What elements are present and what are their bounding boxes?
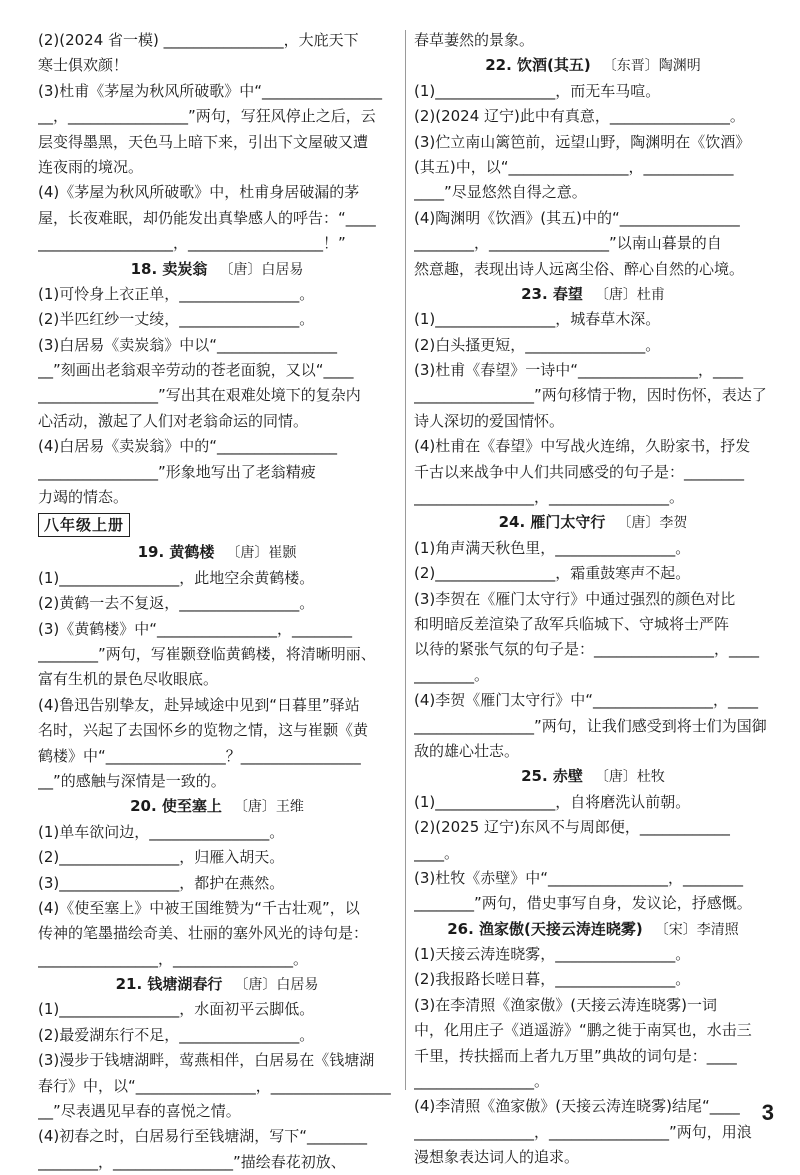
right-column xyxy=(414,28,772,1171)
poem-title-name: 21. 钱塘湖春行 xyxy=(115,975,223,994)
text-line: ________”两句，借史事写自身，发议论，抒感慨。 xyxy=(414,894,752,913)
text-line: ________”两句，写崔颢登临黄鹤楼，将清晰明丽、 xyxy=(38,644,376,663)
text-line: (4)李贺《雁门太守行》中“________________，____ xyxy=(414,691,759,710)
text-line: 心活动，激起了人们对老翁命运的同情。 xyxy=(38,411,309,430)
text-line: 和明暗反差渲染了敌军兵临城下、守城将士严阵 xyxy=(414,614,730,633)
poem-title-name: 20. 使至塞上 xyxy=(130,797,222,816)
text-line: (1)可怜身上衣正单，________________。 xyxy=(38,284,315,303)
poem-author: 〔唐〕崔颢 xyxy=(226,545,297,562)
text-line: 诗人深切的爱国情怀。 xyxy=(414,411,565,430)
poem-title xyxy=(414,917,772,942)
text-line: (3)伫立南山篱笆前，远望山野，陶渊明在《饮酒》 xyxy=(414,132,751,151)
text-line: (2)(2025 辽宁)东风不与周郎便，____________ xyxy=(414,818,730,837)
text-line: 以待的紧张气氛的句子是：________________，____ xyxy=(414,640,760,659)
poem-author: 〔唐〕杜甫 xyxy=(594,286,665,303)
text-line: ________________”两句移情于物，因时伤怀，表达了 xyxy=(414,386,767,405)
poem-title-name: 18. 卖炭翁 xyxy=(130,259,208,278)
text-line: (4)李清照《渔家傲》(天接云涛连晓雾)结尾“____ xyxy=(414,1097,740,1116)
text-line: 漫想象表达词人的追求。 xyxy=(414,1148,580,1167)
text-line: (3)《黄鹤楼》中“________________，________ xyxy=(38,619,353,638)
text-line: (3)杜甫《春望》一诗中“________________，____ xyxy=(414,361,744,380)
text-line: (3)杜牧《赤壁》中“________________，________ xyxy=(414,868,744,887)
poem-title xyxy=(414,53,772,78)
column-divider xyxy=(405,30,406,1090)
poem-author: 〔东晋〕陶渊明 xyxy=(602,58,701,75)
text-line: ________，________________”描绘春花初放、 xyxy=(38,1152,346,1171)
text-line: (其五)中，以“________________，____________ xyxy=(414,157,734,176)
left-column xyxy=(38,28,396,1175)
text-line: 层变得墨黑，天色马上暗下来，引出下文屋破又遭 xyxy=(38,132,369,151)
text-line: (1)单车欲问边，________________。 xyxy=(38,822,285,841)
text-line: __________________，__________________！” xyxy=(38,234,346,253)
poem-title xyxy=(38,972,396,997)
text-line: ________________，________________。 xyxy=(38,949,309,968)
text-line: (3)在李清照《渔家傲》(天接云涛连晓雾)一词 xyxy=(414,995,717,1014)
text-line: ________________，________________。 xyxy=(414,488,685,507)
text-line: __”刻画出老翁艰辛劳动的苍老面貌，又以“____ xyxy=(38,361,354,380)
text-line: 寒士俱欢颜！ xyxy=(38,56,129,75)
text-line: (2)最爱湖东行不足，________________。 xyxy=(38,1025,315,1044)
poem-author: 〔唐〕白居易 xyxy=(219,261,304,278)
text-line: (3)________________，都护在燕然。 xyxy=(38,873,285,892)
text-line: 富有生机的景色尽收眼底。 xyxy=(38,670,219,689)
text-line: (2)白头搔更短，________________。 xyxy=(414,335,661,354)
poem-title-name: 24. 雁门太守行 xyxy=(498,513,606,532)
poem-title-name: 26. 渔家傲(天接云涛连晓雾) xyxy=(447,919,643,938)
poem-title-name: 22. 饮酒(其五) xyxy=(485,56,591,75)
text-line: (1)________________，城春草木深。 xyxy=(414,310,661,329)
text-line: __”的感触与深情是一致的。 xyxy=(38,771,226,790)
text-line: __”尽表遇见早春的喜悦之情。 xyxy=(38,1102,241,1121)
section-tag-wrap xyxy=(38,510,396,540)
text-line: 中，化用庄子《逍遥游》“鹏之徙于南冥也，水击三 xyxy=(414,1021,752,1040)
poem-title xyxy=(38,794,396,819)
poem-title-name: 23. 春望 xyxy=(521,284,583,303)
text-line: 然意趣，表现出诗人远离尘俗、醉心自然的心境。 xyxy=(414,259,745,278)
poem-author: 〔唐〕杜牧 xyxy=(594,769,665,786)
page-number: 3 xyxy=(761,1100,774,1125)
text-line: 千古以来战争中人们共同感受的句子是：________ xyxy=(414,462,745,481)
text-line: (2)半匹红纱一丈绫，________________。 xyxy=(38,310,315,329)
poem-author: 〔唐〕白居易 xyxy=(234,977,319,994)
text-line: (3)杜甫《茅屋为秋风所破歌》中“________________ xyxy=(38,81,383,100)
text-line: (4)鲁迅告别挚友，赴异域途中见到“日暮里”驿站 xyxy=(38,695,360,714)
text-line: 传神的笔墨描绘奇美、壮丽的塞外风光的诗句是： xyxy=(38,924,369,943)
poem-title xyxy=(38,540,396,565)
text-line: (2)黄鹤一去不复返，________________。 xyxy=(38,594,315,613)
text-line: (4)《茅屋为秋风所破歌》中，杜甫身居破漏的茅 xyxy=(38,183,360,202)
text-line: (4)陶渊明《饮酒》(其五)中的“________________ xyxy=(414,208,740,227)
text-line: __，________________”两句，写狂风停止之后，云 xyxy=(38,107,376,126)
text-line: 名时，兴起了去国怀乡的览物之情，这与崔颢《黄 xyxy=(38,721,369,740)
text-line: ____”尽显悠然自得之意。 xyxy=(414,183,587,202)
text-line: ________________，________________”两句，用浪 xyxy=(414,1122,752,1141)
poem-title xyxy=(38,257,396,282)
text-line: 连夜雨的境况。 xyxy=(38,157,144,176)
text-line: 千里，抟扶摇而上者九万里”典故的词句是：____ xyxy=(414,1046,737,1065)
poem-author: 〔唐〕李贺 xyxy=(617,515,688,532)
text-line: (1)________________，而无车马喧。 xyxy=(414,81,661,100)
text-line: (1)角声满天秋色里，________________。 xyxy=(414,538,691,557)
text-line: (1)________________，此地空余黄鹤楼。 xyxy=(38,568,315,587)
text-line: ____。 xyxy=(414,843,460,862)
text-line: (4)杜甫在《春望》中写战火连绵，久盼家书，抒发 xyxy=(414,437,751,456)
text-line: (2)________________，归雁入胡天。 xyxy=(38,848,285,867)
text-line: (3)白居易《卖炭翁》中以“________________ xyxy=(38,335,338,354)
poem-title xyxy=(414,764,772,789)
poem-title-name: 25. 赤壁 xyxy=(521,767,583,786)
poem-title xyxy=(414,510,772,535)
text-line: (1)________________，水面初平云脚低。 xyxy=(38,1000,315,1019)
text-line: (2)(2024 省一模) ________________，大庇天下 xyxy=(38,31,359,49)
text-line: (2)(2024 辽宁)此中有真意，________________。 xyxy=(414,107,745,126)
text-line: (2)________________，霜重鼓寒声不起。 xyxy=(414,564,691,583)
text-line: 屋，长夜难眠，却仍能发出真挚感人的呼告：“____ xyxy=(38,208,376,227)
text-line: ________________”写出其在艰难处境下的复杂内 xyxy=(38,386,361,405)
poem-title xyxy=(414,282,772,307)
text-line: ________________”形象地写出了老翁精疲 xyxy=(38,462,316,481)
text-line: (4)《使至塞上》中被王国维赞为“千古壮观”，以 xyxy=(38,898,360,917)
poem-author: 〔唐〕王维 xyxy=(233,799,304,816)
text-line: 鹤楼》中“________________？________________ xyxy=(38,746,361,765)
text-line: 力竭的情态。 xyxy=(38,488,129,507)
text-line: (4)初春之时，白居易行至钱塘湖，写下“________ xyxy=(38,1127,368,1146)
text-line: (4)白居易《卖炭翁》中的“________________ xyxy=(38,437,338,456)
text-line: 敌的雄心壮志。 xyxy=(414,741,520,760)
text-line: ________，________________”以南山暮景的自 xyxy=(414,234,722,253)
text-line: 春草萋然的景象。 xyxy=(414,31,535,49)
text-line: 春行》中，以“________________，________________ xyxy=(38,1076,391,1095)
text-line: (3)李贺在《雁门太守行》中通过强烈的颜色对比 xyxy=(414,589,736,608)
text-line: ________________”两句，让我们感受到将士们为国御 xyxy=(414,716,767,735)
text-line: ________________。 xyxy=(414,1072,550,1091)
section-tag: 八年级上册 xyxy=(38,513,130,537)
poem-author: 〔宋〕李清照 xyxy=(654,921,739,938)
text-line: (3)漫步于钱塘湖畔，莺燕相伴，白居易在《钱塘湖 xyxy=(38,1051,375,1070)
poem-title-name: 19. 黄鹤楼 xyxy=(137,543,215,562)
text-line: ________。 xyxy=(414,665,490,684)
text-line: (1)天接云涛连晓雾，________________。 xyxy=(414,945,691,964)
text-line: (1)________________，自将磨洗认前朝。 xyxy=(414,792,691,811)
text-line: (2)我报路长嗟日暮，________________。 xyxy=(414,970,691,989)
